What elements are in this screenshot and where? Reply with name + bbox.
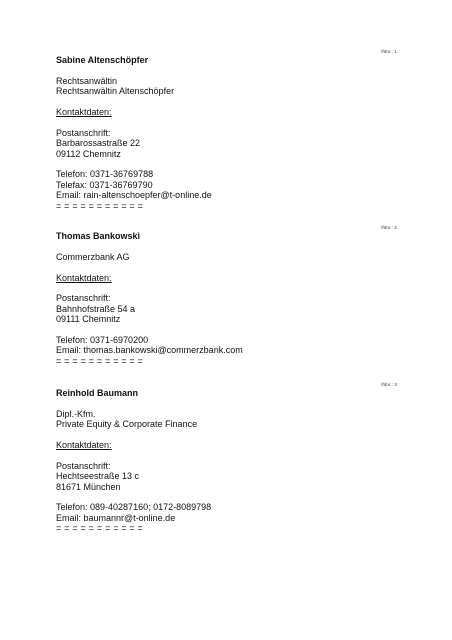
entry-number: lfdnr.: 3 xyxy=(381,382,397,387)
organization-line: Commerzbank AG xyxy=(56,251,130,262)
entry-number: lfdnr.: 2 xyxy=(381,225,397,230)
address-line: 09112 Chemnitz xyxy=(56,148,121,159)
separator: = = = = = = = = = = = xyxy=(56,200,144,211)
email-line: Email: rain-altenschoepfer@t-online.de xyxy=(56,190,212,201)
organization-line: Private Equity & Corporate Finance xyxy=(56,419,198,430)
phone-line: Telefon: 0371-36769788 xyxy=(56,169,154,180)
organization-line: Rechtsanwältin Altenschöpfer xyxy=(56,86,175,97)
email-line: Email: baumannr@t-online.de xyxy=(56,512,176,523)
separator: = = = = = = = = = = = xyxy=(56,523,144,534)
address-line: Bahnhofstraße 54 a xyxy=(56,303,136,314)
contact-section-label: Kontaktdaten: xyxy=(56,107,112,117)
contact-entry xyxy=(56,55,396,211)
organization-line: Rechtsanwältin xyxy=(56,75,118,86)
postal-label: Postanschrift: xyxy=(56,460,111,471)
organization-line: Dipl.-Kfm. xyxy=(56,408,96,419)
postal-label: Postanschrift: xyxy=(56,293,111,304)
contact-name: Thomas Bankowski xyxy=(56,231,141,241)
contact-section-label: Kontaktdaten: xyxy=(56,440,112,450)
phone-line: Telefon: 0371-6970200 xyxy=(56,335,149,345)
address-line: 81671 München xyxy=(56,481,121,492)
address-line: 09111 Chemnitz xyxy=(56,314,121,325)
phone-line: Telefon: 089-40287160; 0172-8089798 xyxy=(56,502,212,513)
contact-entry xyxy=(56,388,396,534)
entry-number: lfdnr.: 1 xyxy=(381,49,397,54)
postal-label: Postanschrift: xyxy=(56,127,111,138)
fax-line: Telefax: 0371-36769790 xyxy=(56,179,153,190)
contact-name: Sabine Altenschöpfer xyxy=(56,55,149,65)
email-line: Email: thomas.bankowski@commerzbank.com xyxy=(56,345,243,356)
address-line: Barbarossastraße 22 xyxy=(56,138,141,149)
address-line: Hechtseestraße 13 c xyxy=(56,471,140,482)
contact-section-label: Kontaktdaten: xyxy=(56,272,112,283)
contact-name: Reinhold Baumann xyxy=(56,388,139,398)
separator: = = = = = = = = = = = xyxy=(56,355,144,366)
contact-entry xyxy=(56,231,396,366)
